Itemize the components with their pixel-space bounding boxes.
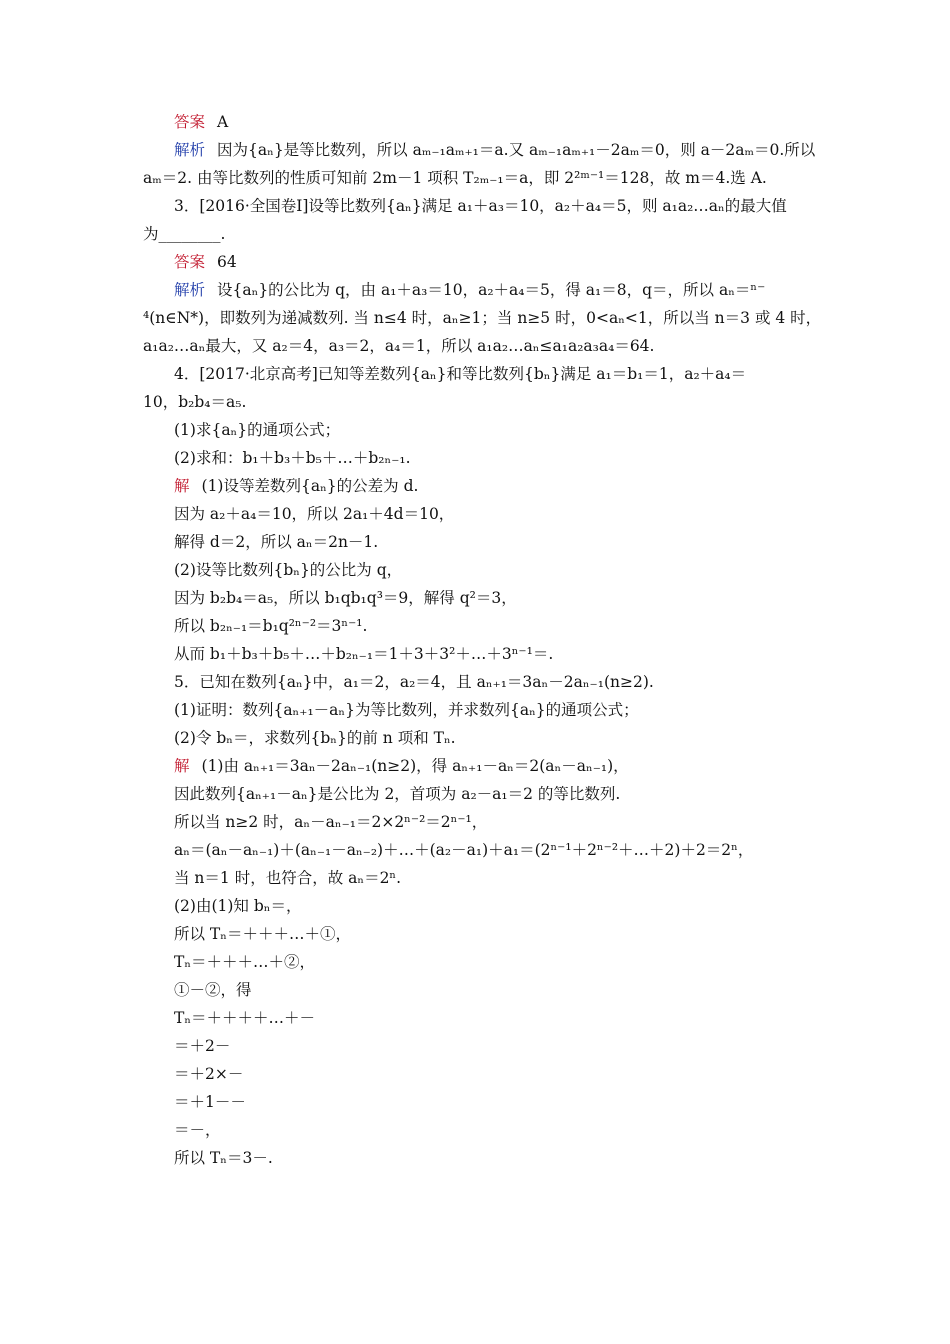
text-line bbox=[143, 335, 654, 357]
line-label: 解析 bbox=[174, 281, 206, 299]
line-text: 3．[2016·全国卷Ⅰ]设等比数列{aₙ}满足 a₁＋a₃＝10，a₂＋a₄＝5，则 a₁a₂…aₙ的最大值 bbox=[174, 197, 787, 215]
line-text: aₘ＝2. 由等比数列的性质可知前 2m－1 项积 T₂ₘ₋₁＝a，即 2²ᵐ⁻¹＝128，故 m＝4.选 A. bbox=[143, 169, 767, 187]
text-line bbox=[143, 223, 225, 245]
line-label: 答案 bbox=[174, 253, 206, 271]
line-text: ＝＋2－ bbox=[174, 1037, 231, 1055]
text-line bbox=[143, 167, 767, 189]
line-text: aₙ＝(aₙ－aₙ₋₁)＋(aₙ₋₁－aₙ₋₂)＋…＋(a₂－a₁)＋a₁＝(2ⁿ⁻¹＋2ⁿ⁻²＋…＋2)＋2＝2ⁿ， bbox=[174, 841, 754, 859]
text-line bbox=[174, 139, 815, 161]
text-line bbox=[174, 1063, 243, 1085]
line-text: (1)由 aₙ₊₁＝3aₙ－2aₙ₋₁(n≥2)，得 aₙ₊₁－aₙ＝2(aₙ－aₙ₋₁)， bbox=[201, 757, 629, 775]
text-line bbox=[174, 643, 553, 665]
line-text: (1)证明：数列{aₙ₊₁－aₙ}为等比数列，并求数列{aₙ}的通项公式； bbox=[174, 701, 639, 719]
line-text: (1)设等差数列{aₙ}的公差为 d. bbox=[201, 477, 419, 495]
text-line bbox=[174, 727, 456, 749]
line-text: 5．已知在数列{aₙ}中，a₁＝2，a₂＝4，且 aₙ₊₁＝3aₙ－2aₙ₋₁(n≥2). bbox=[174, 673, 654, 691]
line-text: 所以 b₂ₙ₋₁＝b₁q²ⁿ⁻²＝3ⁿ⁻¹. bbox=[174, 617, 368, 635]
text-line bbox=[174, 895, 301, 917]
text-line bbox=[143, 391, 246, 413]
text-line bbox=[174, 111, 228, 133]
line-text: (1)求{aₙ}的通项公式； bbox=[174, 421, 341, 439]
line-text: (2)由(1)知 bₙ＝， bbox=[174, 897, 302, 915]
line-text: (2)令 bₙ＝，求数列{bₙ}的前 n 项和 Tₙ. bbox=[174, 729, 456, 747]
line-text: (2)设等比数列{bₙ}的公比为 q， bbox=[174, 561, 403, 579]
text-line bbox=[174, 251, 237, 273]
line-text: 因为 a₂＋a₄＝10，所以 2a₁＋4d＝10， bbox=[174, 505, 455, 523]
line-text: ＝＋1－－ bbox=[174, 1093, 246, 1111]
line-text: Tₙ＝＋＋＋…＋②， bbox=[174, 953, 316, 971]
line-text: (2)求和：b₁＋b₃＋b₅＋…＋b₂ₙ₋₁. bbox=[174, 449, 411, 467]
text-line bbox=[174, 923, 351, 945]
text-line bbox=[174, 195, 787, 217]
text-line bbox=[174, 587, 517, 609]
text-line bbox=[174, 783, 620, 805]
line-text: 因此数列{aₙ₊₁－aₙ}是公比为 2，首项为 a₂－a₁＝2 的等比数列. bbox=[174, 785, 621, 803]
line-text: 因为 b₂b₄＝a₅，所以 b₁qb₁q³＝9，解得 q²＝3， bbox=[174, 589, 517, 607]
text-line bbox=[174, 699, 639, 721]
line-text: a₁a₂…aₙ最大，又 a₂＝4，a₃＝2，a₄＝1，所以 a₁a₂…aₙ≤a₁a₂a₃a₄＝64. bbox=[143, 337, 655, 355]
text-line bbox=[174, 867, 401, 889]
text-line bbox=[174, 979, 252, 1001]
text-line bbox=[174, 531, 378, 553]
line-label: 答案 bbox=[174, 113, 206, 131]
text-line bbox=[174, 559, 402, 581]
line-text: 4．[2017·北京高考]已知等差数列{aₙ}和等比数列{bₙ}满足 a₁＝b₁＝1，a₂＋a₄＝ bbox=[174, 365, 747, 383]
line-text: ＝＋2×－ bbox=[174, 1065, 244, 1083]
text-line bbox=[174, 1119, 221, 1141]
text-line bbox=[174, 839, 753, 861]
text-line bbox=[174, 1007, 315, 1029]
line-text: 因为{aₙ}是等比数列，所以 aₘ₋₁aₘ₊₁＝a.又 aₘ₋₁aₘ₊₁－2aₘ＝0，则 a－2aₘ＝0.所以 bbox=[217, 141, 816, 159]
line-label: 解析 bbox=[174, 141, 206, 159]
line-label: 解 bbox=[174, 757, 190, 775]
text-line bbox=[174, 811, 487, 833]
line-text: 当 n＝1 时，也符合，故 aₙ＝2ⁿ. bbox=[174, 869, 402, 887]
text-line bbox=[143, 307, 821, 329]
line-label: 解 bbox=[174, 477, 190, 495]
text-line bbox=[174, 951, 315, 973]
line-text: 为________. bbox=[143, 225, 226, 243]
line-text: 所以 Tₙ＝＋＋＋…＋①， bbox=[174, 925, 351, 943]
text-line bbox=[174, 279, 765, 301]
line-text: 所以 Tₙ＝3－. bbox=[174, 1149, 273, 1167]
text-line bbox=[174, 1035, 230, 1057]
line-text: ＝－， bbox=[174, 1121, 221, 1139]
line-text: A bbox=[217, 113, 229, 131]
text-line bbox=[174, 419, 340, 441]
text-line bbox=[174, 1091, 246, 1113]
line-text: 10，b₂b₄＝a₅. bbox=[143, 393, 247, 411]
text-line bbox=[174, 1147, 273, 1169]
text-line bbox=[174, 475, 418, 497]
text-line bbox=[174, 447, 411, 469]
text-line bbox=[174, 615, 367, 637]
text-line bbox=[174, 503, 454, 525]
line-text: ①－②，得 bbox=[174, 981, 252, 999]
line-text: Tₙ＝＋＋＋＋…＋－ bbox=[174, 1009, 316, 1027]
text-line bbox=[174, 755, 629, 777]
text-line bbox=[174, 671, 654, 693]
line-text: 设{aₙ}的公比为 q，由 a₁＋a₃＝10，a₂＋a₄＝5，得 a₁＝8，q＝，所以 aₙ＝ⁿ⁻ bbox=[217, 281, 766, 299]
line-text: 从而 b₁＋b₃＋b₅＋…＋b₂ₙ₋₁＝1＋3＋3²＋…＋3ⁿ⁻¹＝. bbox=[174, 645, 554, 663]
text-line bbox=[174, 363, 746, 385]
line-text: 解得 d＝2，所以 aₙ＝2n－1. bbox=[174, 533, 379, 551]
line-text: 所以当 n≥2 时，aₙ－aₙ₋₁＝2×2ⁿ⁻²＝2ⁿ⁻¹， bbox=[174, 813, 488, 831]
line-text: ⁴(n∈N*)，即数列为递减数列. 当 n≤4 时，aₙ≥1；当 n≥5 时，0<aₙ<1，所以当 n＝3 或 4 时， bbox=[143, 309, 822, 327]
line-text: 64 bbox=[217, 253, 237, 271]
